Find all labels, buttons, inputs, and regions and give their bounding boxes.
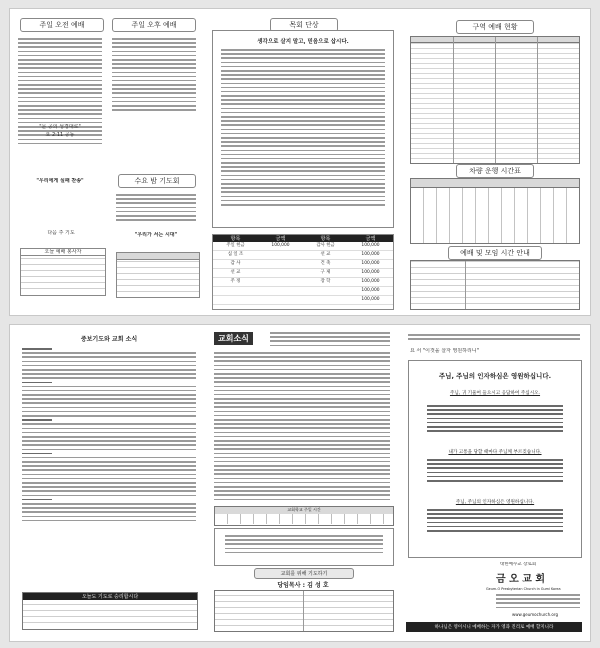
cover-stanza-3: 주님, 주님의 인자하심은 영원하십니다. [455,500,535,505]
bottom-left-page [16,330,202,636]
cover-verse-header: 요 서 "이것을 살자 영원하리니" [410,348,479,354]
finance-cell [213,296,258,304]
cell-group-title: 구역 예배 현황 [456,20,534,34]
news-list [214,352,390,503]
morning-service-title: 주일 오전 예배 [20,18,104,32]
finance-table-row [213,296,393,305]
pastor-column-title: 목회 단상 [270,18,338,32]
cover-date-line [408,334,580,342]
finance-col-3: 항목 [320,236,331,242]
finance-cell: 감사 헌금 [316,243,335,248]
cover-stanza-1: 주님, 귀 기울여 들으시고 응답하여 주십시오. [449,391,541,396]
church-name: 금 오 교 회 [496,574,546,585]
church-website: www.geumochurch.org [512,612,558,617]
department-header: 교회학교 주일 시간 [215,507,393,514]
finance-cell: 100,000 [361,270,380,275]
top-left-page [16,16,200,312]
pastor-duty-title: 당임목사 : 김 성 호 [277,582,329,589]
bottom-right-page [404,330,586,636]
finance-cell [258,278,303,286]
finance-cell: 100,000 [361,252,380,257]
finance-table-row [213,260,393,269]
volunteer-table [20,248,106,296]
finance-col-1: 항목 [230,236,241,242]
next-week-table [116,252,200,298]
finance-cell: 100,000 [361,279,380,284]
news-title: 교회소식 [214,332,253,345]
finance-table-body [213,242,393,305]
finance-cell: 주 정 [230,279,241,284]
cover-stanza-2: 내가 고통을 당할 때마다 주님께 부르짖습니다. [448,450,542,455]
finance-cell: 100,000 [361,288,380,293]
finance-cell: 주일 헌금 [226,243,245,248]
finance-table-row [213,269,393,278]
finance-table-row [213,251,393,260]
finance-cell [258,251,303,259]
finance-cell: 선 교 [230,270,241,275]
afternoon-service-title: 주일 오후 예배 [112,18,196,32]
news-header-text [270,332,390,349]
schedule-title: 예배 및 모임 시간 안내 [448,246,542,260]
prayer-table [22,592,198,630]
finance-cell [258,269,303,277]
wednesday-sermon: "우리가 서는 시대" [134,232,178,238]
schedule-table [410,260,580,310]
top-center-page [210,16,396,312]
finance-cell [258,296,303,304]
shuttle-table [410,178,580,244]
finance-cell [258,260,303,268]
finance-cell [303,296,348,304]
finance-cell: 100,000 [361,261,380,266]
finance-cell: 100,000 [271,243,290,248]
church-prayer-label: 교회를 위해 기도하기 [254,568,354,579]
prayer-title: 중보기도와 교회 소식 [80,336,138,343]
finance-cell: 구 제 [320,270,331,275]
morning-verse: 요 2:11 공동 [45,132,75,138]
volunteer-table-title: 오늘 예배 봉사자 [21,249,105,256]
bottom-center-page [210,330,396,636]
finance-table-row [213,278,393,287]
cover-stanza-1-lines [427,405,563,434]
cover-stanza-3-lines [427,509,563,534]
finance-cell: 선 교 [320,252,331,257]
cover-stanza-2-lines [427,459,563,484]
department-table [214,506,394,526]
pastor-column-text [221,49,385,208]
finance-cell: 100,000 [361,243,380,248]
hymn-label: "우리에게 실패 찬송" [36,178,84,184]
finance-cell [213,287,258,295]
finance-cell: 장 학 [320,279,331,284]
church-denomination: 대한예수교 장로회 [500,562,537,567]
next-week-prayer: 다음 주 기도 [47,230,75,236]
finance-cell: 100,000 [361,297,380,302]
pastor-column-headline: 생각으로 살지 말고, 믿음으로 삽시다. [257,39,349,45]
finance-cell: 십 일 조 [227,252,244,257]
finance-col-4: 금액 [365,236,376,242]
morning-sermon-label: "문 공의 성경대로" [39,124,81,130]
prayer-footer: 오늘도 기도로 승리합시다 [23,593,197,600]
finance-table [212,234,394,310]
church-prayer-box [214,528,394,566]
finance-table-header [213,235,393,242]
finance-cell: 건 축 [320,261,331,266]
top-right-page [404,16,584,312]
staff-table [214,590,394,632]
wednesday-order-list [116,194,196,223]
wednesday-prayer-title: 수요 밤 기도회 [118,174,196,188]
afternoon-order-list [112,38,196,113]
volunteer-table-rows [21,256,105,294]
finance-table-row [213,287,393,296]
cover-footer: 하나님은 영이시니 예배하는 자가 영과 진리로 예배 할지니라 [406,622,582,632]
morning-order-list [18,38,102,147]
cover-quote-title: 주님, 주님의 인자하심은 영원하십니다. [438,372,552,380]
cell-group-table [410,36,580,164]
finance-table-row [213,242,393,251]
finance-col-2: 금액 [275,236,286,242]
pastor-column-box [212,30,394,228]
shuttle-title: 차량 운행 시간표 [456,164,534,178]
prayer-list [22,348,196,524]
church-name-english: Geum-O Presbyterian Church in Gumi Korea [486,587,561,591]
finance-cell: 감 사 [230,261,241,266]
cover-quote-box [408,360,582,558]
finance-cell [258,287,303,295]
finance-cell [303,287,348,295]
church-address [496,594,580,611]
